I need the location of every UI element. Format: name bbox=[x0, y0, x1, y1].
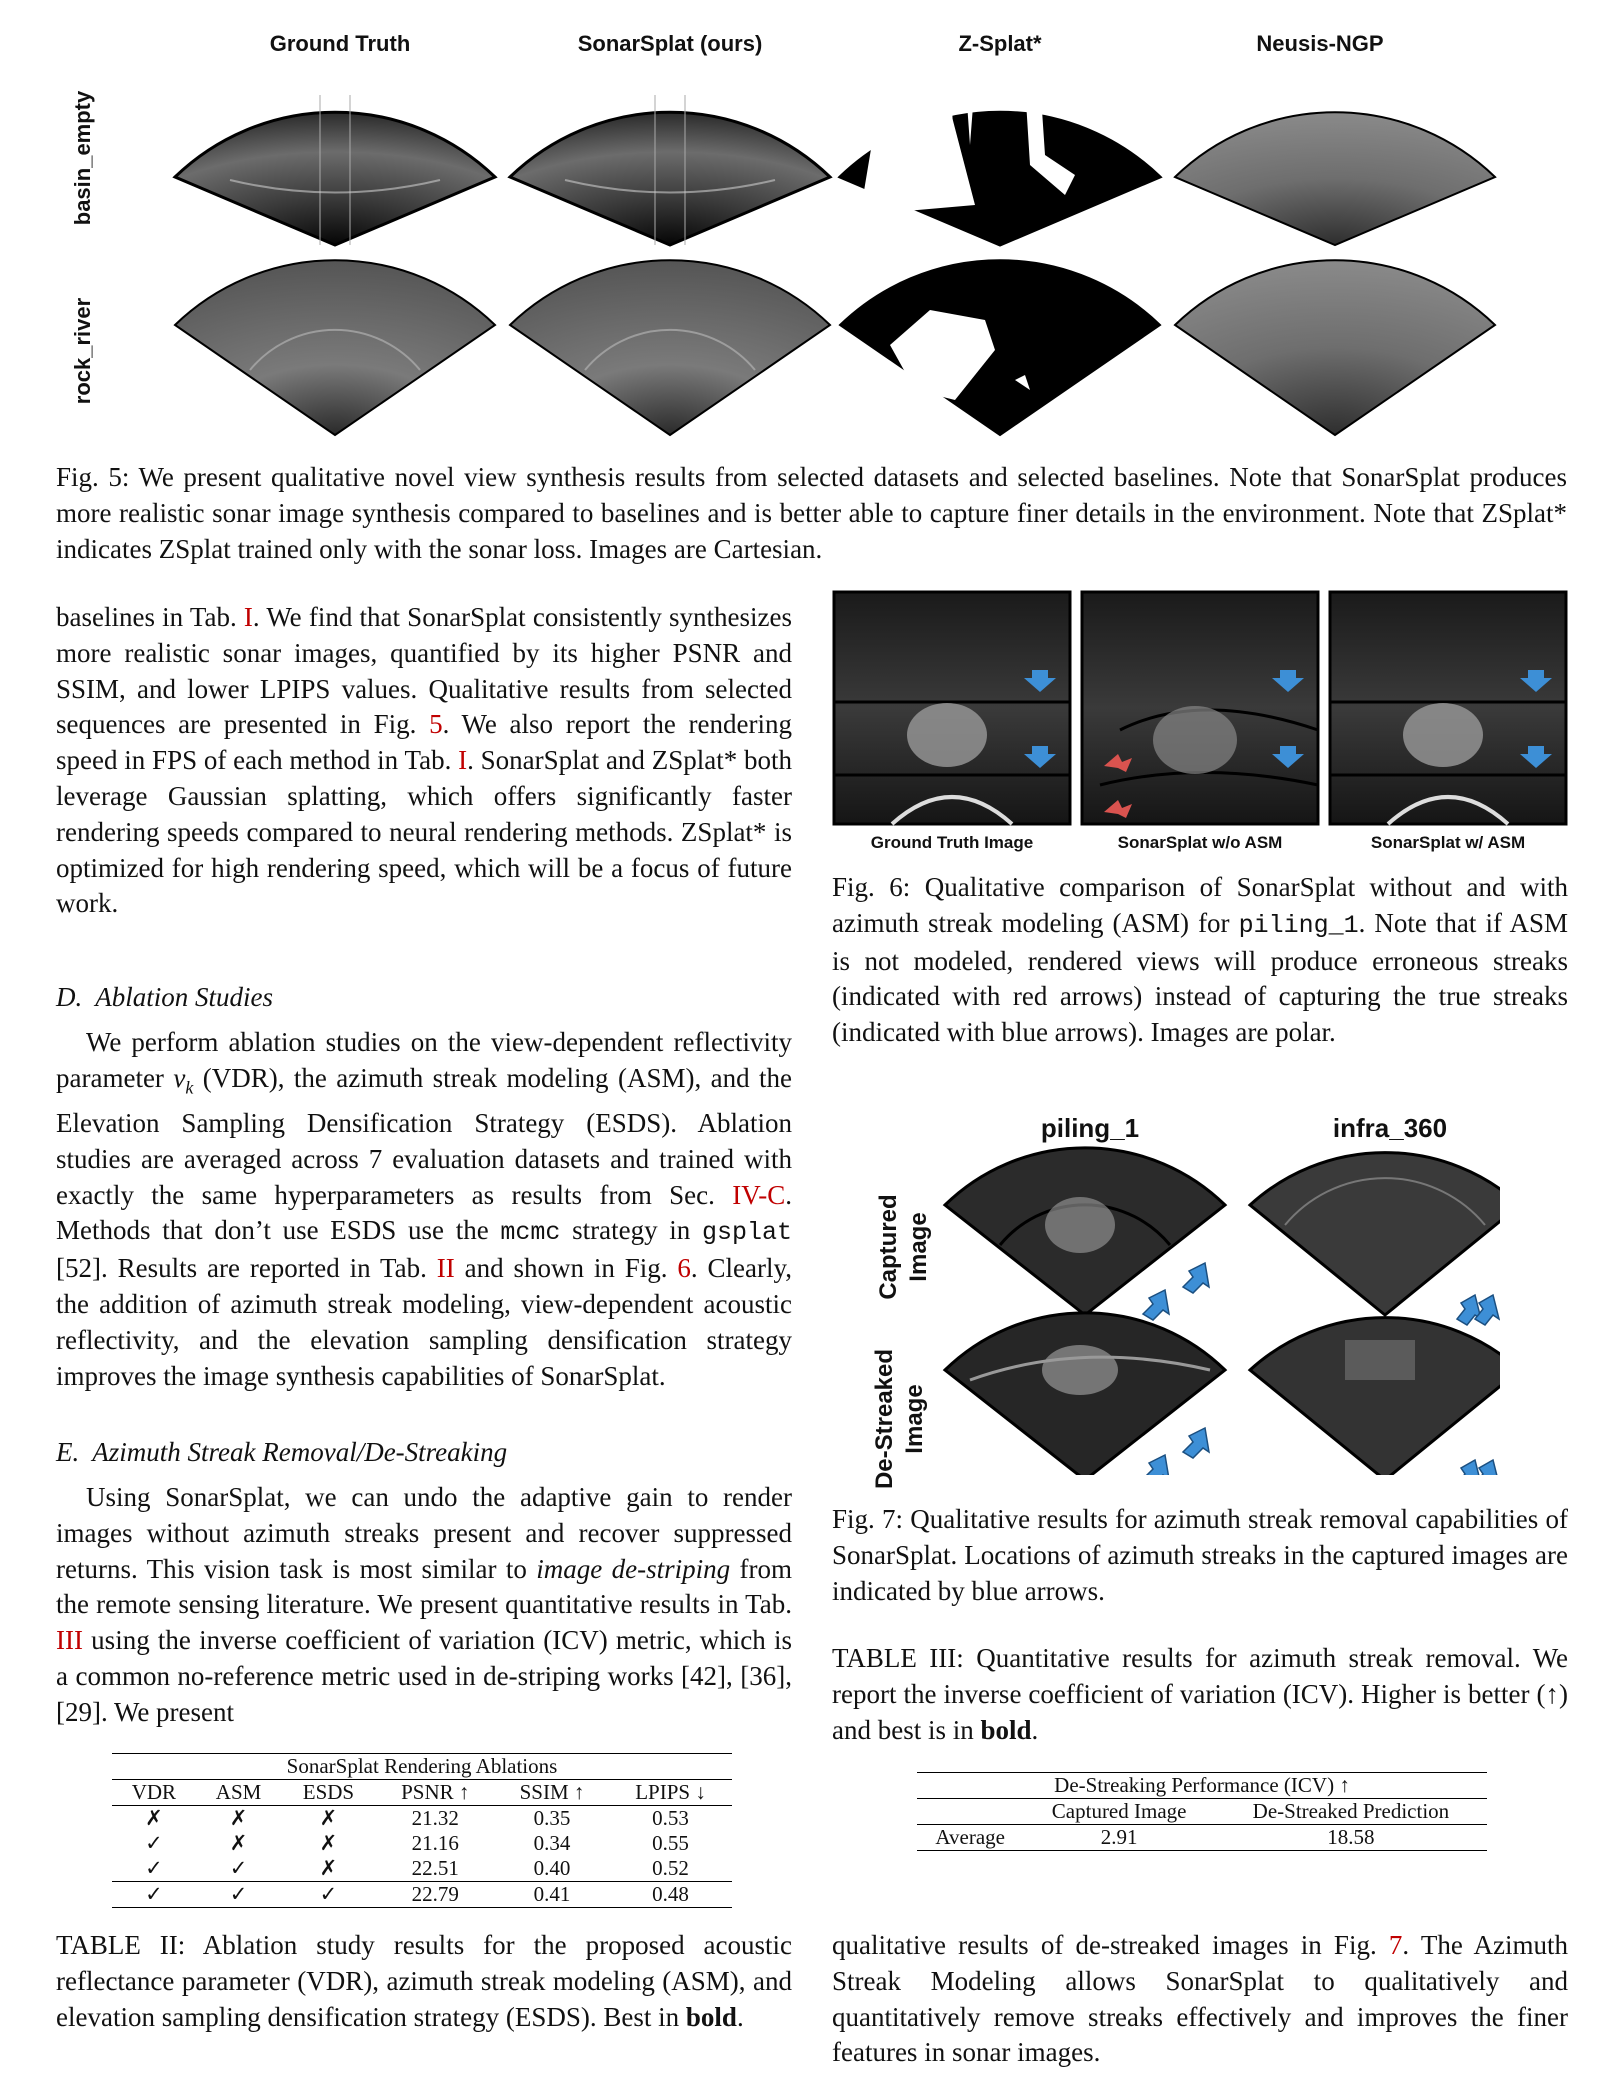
blue-arrow-icon bbox=[1143, 1455, 1169, 1475]
fig5-col-zsplat: Z-Splat* bbox=[958, 31, 1042, 56]
table3-header: De-Streaked Prediction bbox=[1252, 1799, 1450, 1823]
table-row: ✗ ✗ ✗ 21.32 0.35 0.53 bbox=[145, 1806, 689, 1830]
fig6-label-w-asm: SonarSplat w/ ASM bbox=[1370, 833, 1526, 852]
table-3 bbox=[917, 1772, 1487, 1851]
section-e-heading: E. Azimuth Streak Removal/De-Streaking bbox=[56, 1437, 508, 1467]
figure-5 bbox=[0, 0, 1623, 450]
table-row: ✓ ✓ ✗ 22.51 0.40 0.52 bbox=[112, 1856, 732, 1882]
fig5-rock-neusis-image bbox=[1175, 260, 1495, 435]
fig6-panel-wo-asm bbox=[1082, 592, 1318, 824]
left-paragraph-2: We perform ablation studies on the view-dependent reflectivity parameter $\nu_k$ (VDR), the azimuth streak modeling (ASM), and the Elevation Sampling Densification Strategy (ESDS). Ablation studies are averaged across 7 evaluation datasets and trained with exactly the same hyperparameters as results from Sec. IV-C. Methods that don’t use ESDS use the mcmc strategy in gsplat [52]. Results are reported in Tab. II and shown in Fig. 6. Clearly, the addition of azimuth streak modeling, view-dependent acoustic reflectivity, and the elevation sampling densification strategy improves the image synthesis capabilities of SonarSplat. bbox=[56, 1027, 792, 1391]
fig7-row-captured: Captured Image bbox=[875, 1194, 932, 1300]
table-row: ✓ ✓ ✓ 22.79 0.41 0.48 bbox=[145, 1882, 689, 1906]
figure-6 bbox=[832, 590, 1568, 830]
blue-arrow-icon bbox=[1183, 1428, 1209, 1458]
left-paragraph-1: baselines in Tab. I. We find that SonarSplat consistently synthesizes more realistic sonar images, quantified by its higher PSNR and SSIM, and lower LPIPS values. Qualitative results from selected sequences are presented in Fig. 5. We also report the rendering speed in FPS of each method in Tab. I. SonarSplat and ZSplat* both leverage Gaussian splatting, which offers significantly faster rendering speeds compared to neural rendering methods. ZSplat* is optimized for high rendering speed, which will be a focus of future work. bbox=[56, 602, 793, 919]
table2-caption: TABLE II: Ablation study results for the proposed acoustic reflectance parameter (VDR), azimuth streak modeling (ASM), and elevation sampling densification strategy (ESDS). Best in bold. bbox=[56, 1930, 792, 2032]
ref-tab-1[interactable]: I bbox=[243, 602, 253, 632]
table2-header: ESDS bbox=[302, 1780, 355, 1804]
blue-arrow-icon bbox=[1143, 1290, 1169, 1320]
ref-fig-5[interactable]: 5 bbox=[429, 709, 443, 740]
fig7-infra-captured bbox=[1250, 1153, 1500, 1325]
fig6-panel-gt bbox=[834, 592, 1070, 824]
fig5-col-sonarsplat: SonarSplat (ours) bbox=[577, 31, 763, 56]
fig7-infra-destreaked bbox=[1250, 1318, 1500, 1475]
figure-7 bbox=[940, 1145, 1500, 1475]
fig5-basin-gt-image bbox=[175, 112, 495, 245]
table2-header: ASM bbox=[215, 1780, 262, 1804]
left-paragraph-3: Using SonarSplat, we can undo the adaptive gain to render images without azimuth streaks present and recover suppressed returns. This vision task is most similar to image de-striping from the remote sensing literature. We present quantitative results in Tab. III using the inverse coefficient of variation (ICV) metric, which is a common no-reference metric used in de-striping works [42], [36], [29]. We present bbox=[56, 1482, 792, 1727]
table2-title: SonarSplat Rendering Ablations bbox=[286, 1754, 558, 1778]
fig6-panel-w-asm bbox=[1330, 592, 1566, 824]
fig5-rock-ours-image bbox=[510, 260, 830, 435]
table-2 bbox=[112, 1753, 732, 1908]
ref-fig-6[interactable]: 6 bbox=[677, 1253, 691, 1284]
table3-header: Captured Image bbox=[1051, 1799, 1187, 1823]
right-paragraph: qualitative results of de-streaked images in Fig. 7. The Azimuth Streak Modeling allows SonarSplat to qualitatively and quantitatively remove streaks effectively and improves the finer features in sonar images. bbox=[832, 1930, 1568, 2068]
table-row: ✓ ✗ ✗ 21.16 0.34 0.55 bbox=[145, 1831, 689, 1855]
table2-header: LPIPS ↓ bbox=[635, 1780, 706, 1804]
fig5-basin-neusis-image bbox=[1175, 112, 1495, 245]
fig5-image-grid bbox=[170, 55, 1500, 445]
fig5-row-basin-empty: basin_empty bbox=[70, 90, 95, 226]
fig5-col-ground-truth: Ground Truth bbox=[269, 31, 411, 56]
fig7-row-destreaked: De-Streaked Image bbox=[871, 1348, 928, 1490]
fig5-rock-zsplat-image bbox=[840, 260, 1160, 435]
blue-arrow-icon bbox=[1183, 1263, 1209, 1293]
fig6-caption: Fig. 6: Qualitative comparison of SonarSplat without and with azimuth streak modeling (ASM) for piling_1. Note that if ASM is not modeled, rendered views will produce erroneous streaks (indicated with red arrows) instead of capturing the true streaks (indicated with blue arrows). Images are polar. bbox=[832, 872, 1569, 1048]
fig5-row-rock-river: rock_river bbox=[70, 297, 95, 405]
table3-caption: TABLE III: Quantitative results for azimuth streak removal. We report the inverse coefficient of variation (ICV). Higher is better (↑) and best is in bold. bbox=[832, 1643, 1568, 1745]
fig6-label-wo-asm: SonarSplat w/o ASM bbox=[1117, 833, 1283, 852]
fig5-basin-ours-image bbox=[510, 112, 830, 245]
blue-arrow-icon bbox=[1457, 1460, 1481, 1475]
table-row: Average 2.91 18.58 bbox=[935, 1825, 1375, 1849]
fig5-caption: Fig. 5: We present qualitative novel view synthesis results from selected datasets and selected baselines. Note that SonarSplat produces more realistic sonar image synthesis compared to baselines and is better able to capture finer details in the environment. Note that ZSplat* indicates ZSplat trained only with the sonar loss. Images are Cartesian. bbox=[56, 462, 1567, 564]
table2-header: SSIM ↑ bbox=[519, 1780, 585, 1804]
table3-title: De-Streaking Performance (ICV) ↑ bbox=[1054, 1773, 1350, 1797]
fig6-label-gt: Ground Truth Image bbox=[870, 833, 1034, 852]
fig7-piling-captured bbox=[945, 1148, 1225, 1320]
table2-header: VDR bbox=[131, 1780, 177, 1804]
fig7-col-infra: infra_360 bbox=[1332, 1113, 1448, 1143]
ref-tab-3[interactable]: III bbox=[56, 1625, 83, 1656]
fig5-rock-gt-image bbox=[175, 260, 495, 435]
ref-fig-7[interactable]: 7 bbox=[1388, 1930, 1403, 1960]
table2-header: PSNR ↑ bbox=[401, 1780, 470, 1804]
fig7-piling-destreaked bbox=[945, 1313, 1225, 1475]
ref-tab-1b[interactable]: I bbox=[458, 745, 468, 776]
fig5-col-neusis: Neusis-NGP bbox=[1256, 31, 1384, 56]
section-d-heading: D. Ablation Studies bbox=[56, 982, 274, 1012]
fig7-caption: Fig. 7: Qualitative results for azimuth streak removal capabilities of SonarSplat. Locations of azimuth streaks in the captured images are indicated by blue arrows. bbox=[832, 1504, 1568, 1606]
ref-sec-ivc[interactable]: IV-C bbox=[732, 1179, 786, 1210]
fig7-col-piling: piling_1 bbox=[1040, 1113, 1140, 1143]
ref-tab-2[interactable]: II bbox=[436, 1253, 455, 1284]
